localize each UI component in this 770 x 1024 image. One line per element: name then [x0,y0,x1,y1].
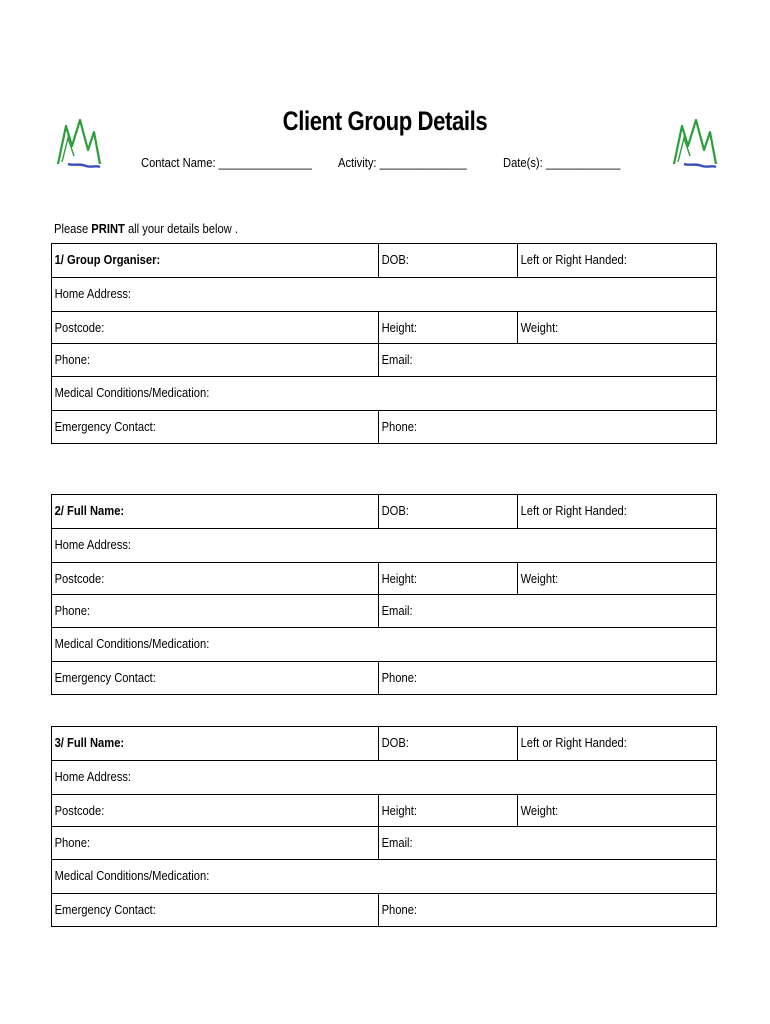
dob-cell[interactable] [378,495,518,528]
home-address-label: Home Address: [54,537,132,552]
phone-cell[interactable] [52,344,378,376]
postcode-label: Postcode: [54,320,105,335]
table-row [51,761,717,795]
weight-cell[interactable] [517,312,716,343]
activity-field[interactable]: Activity: ______________ [338,155,467,170]
emergency-contact-label: Emergency Contact: [54,670,156,685]
height-cell[interactable] [378,312,518,343]
email-cell[interactable] [378,595,716,627]
table-row [51,860,717,894]
section-heading: 1/ Group Organiser: [54,252,161,267]
person-table-3 [51,726,717,927]
person-table-1 [51,243,717,444]
email-cell[interactable] [378,344,716,376]
table-row [51,495,717,529]
height-label: Height: [381,571,418,586]
table-row [51,411,717,444]
emergency-contact-cell[interactable] [52,411,378,443]
table-row [51,344,717,377]
weight-label: Weight: [520,571,559,586]
weight-cell[interactable] [517,795,716,826]
table-row [51,827,717,860]
table-row [51,312,717,344]
dob-cell[interactable] [378,244,518,277]
emergency-phone-label: Phone: [381,902,418,917]
weight-cell[interactable] [517,563,716,594]
phone-label: Phone: [54,835,91,850]
heading-cell[interactable] [52,244,378,277]
medical-cell[interactable] [52,860,716,893]
height-label: Height: [381,803,418,818]
home-address-cell[interactable] [52,278,716,311]
table-row [51,662,717,695]
handed-cell[interactable] [517,727,716,760]
medical-cell[interactable] [52,628,716,661]
table-row [51,377,717,411]
dob-label: DOB: [381,252,409,267]
email-cell[interactable] [378,827,716,859]
dob-label: DOB: [381,735,409,750]
phone-label: Phone: [54,603,91,618]
instruction-text [54,221,238,236]
table-row [51,727,717,761]
emergency-contact-label: Emergency Contact: [54,419,156,434]
emergency-phone-cell[interactable] [378,894,716,926]
handed-label: Left or Right Handed: [520,503,627,518]
emergency-phone-label: Phone: [381,670,418,685]
dates-field[interactable]: Date(s): ____________ [503,155,621,170]
emergency-phone-label: Phone: [381,419,418,434]
handed-label: Left or Right Handed: [520,252,627,267]
instruction-suffix: all your details below . [124,221,238,236]
section-heading: 2/ Full Name: [54,503,125,518]
instruction-prefix: Please [54,221,92,236]
page-title: Client Group Details [282,106,488,136]
phone-cell[interactable] [52,595,378,627]
section-heading: 3/ Full Name: [54,735,125,750]
dob-label: DOB: [381,503,409,518]
email-label: Email: [381,352,413,367]
height-label: Height: [381,320,418,335]
emergency-phone-cell[interactable] [378,411,716,443]
emergency-phone-cell[interactable] [378,662,716,694]
table-row [51,894,717,927]
contact-name-field[interactable]: Contact Name: _______________ [141,155,312,170]
postcode-label: Postcode: [54,803,105,818]
email-label: Email: [381,835,413,850]
handed-cell[interactable] [517,495,716,528]
table-row [51,563,717,595]
person-table-2 [51,494,717,695]
email-label: Email: [381,603,413,618]
home-address-label: Home Address: [54,769,132,784]
home-address-cell[interactable] [52,761,716,794]
heading-cell[interactable] [52,495,378,528]
handed-label: Left or Right Handed: [520,735,627,750]
medical-label: Medical Conditions/Medication: [54,868,210,883]
emergency-contact-cell[interactable] [52,662,378,694]
table-row [51,244,717,278]
postcode-cell[interactable] [52,795,378,826]
emergency-contact-label: Emergency Contact: [54,902,156,917]
dob-cell[interactable] [378,727,518,760]
medical-cell[interactable] [52,377,716,410]
instruction-emphasis: PRINT [91,221,125,236]
weight-label: Weight: [520,320,559,335]
postcode-cell[interactable] [52,563,378,594]
weight-label: Weight: [520,803,559,818]
phone-label: Phone: [54,352,91,367]
table-row [51,595,717,628]
table-row [51,628,717,662]
handed-cell[interactable] [517,244,716,277]
table-row [51,529,717,563]
table-row [51,795,717,827]
heading-cell[interactable] [52,727,378,760]
home-address-label: Home Address: [54,286,132,301]
height-cell[interactable] [378,795,518,826]
phone-cell[interactable] [52,827,378,859]
medical-label: Medical Conditions/Medication: [54,385,210,400]
height-cell[interactable] [378,563,518,594]
medical-label: Medical Conditions/Medication: [54,636,210,651]
postcode-cell[interactable] [52,312,378,343]
home-address-cell[interactable] [52,529,716,562]
emergency-contact-cell[interactable] [52,894,378,926]
postcode-label: Postcode: [54,571,105,586]
table-row [51,278,717,312]
